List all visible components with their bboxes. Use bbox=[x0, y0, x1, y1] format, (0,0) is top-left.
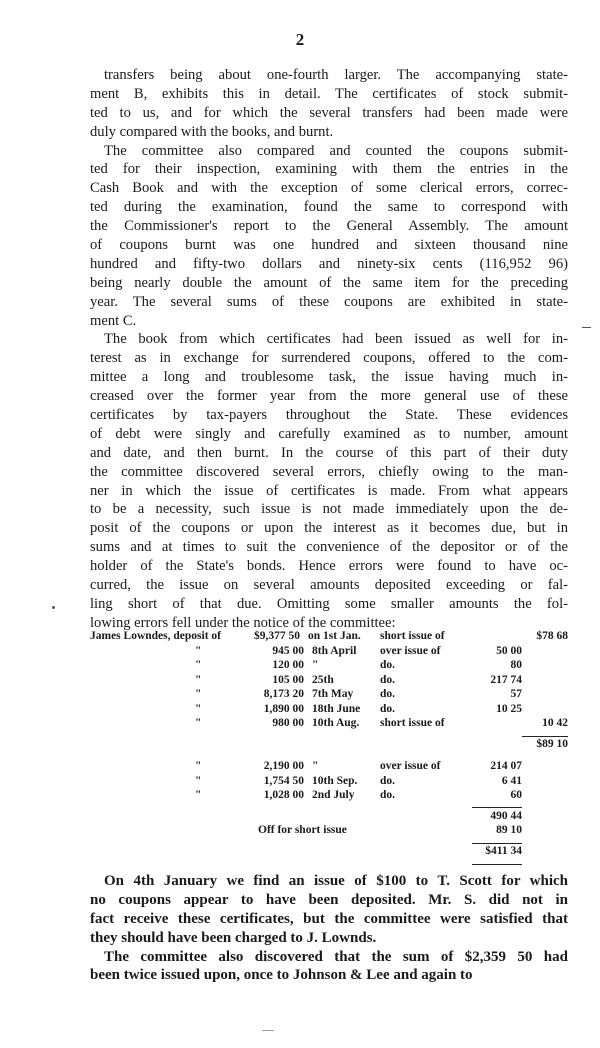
total-rule bbox=[472, 864, 522, 865]
paragraph bbox=[90, 66, 568, 142]
text-line: duly compared with the books, and burnt. bbox=[90, 123, 334, 140]
off-label: Off for short issue bbox=[258, 824, 347, 836]
depositor-name: James Lowndes, deposit of bbox=[90, 630, 221, 642]
off-value: 89 10 bbox=[496, 824, 522, 836]
error-amount: 214 07 bbox=[490, 760, 522, 772]
over-issue-total: 490 44 bbox=[490, 809, 522, 822]
text-line: ment B, exhibits this in detail. The certificates of stock submit- bbox=[90, 85, 568, 102]
deposit-amount: 105 00 bbox=[272, 673, 304, 686]
text-line: ner in which the issue of certificates is made. From what appears bbox=[90, 482, 568, 499]
text-line: curred, the issue on several amounts deposited exceeding or fal- bbox=[90, 577, 568, 594]
ditto-mark: " bbox=[195, 673, 202, 686]
table-row bbox=[90, 810, 570, 825]
deposit-date: " bbox=[312, 659, 319, 671]
issue-type: do. bbox=[380, 702, 396, 715]
text-line: The book from which certificates had been issued as well for in- bbox=[104, 331, 568, 348]
text-line: posit of the coupons or upon the interest as it becomes due, but in bbox=[90, 520, 568, 537]
deposit-amount: $9,377 50 bbox=[254, 630, 300, 642]
page-number: 2 bbox=[295, 30, 305, 49]
issue-type: short issue of bbox=[380, 717, 445, 729]
error-amount: 60 bbox=[510, 789, 522, 801]
text-line: hundred and fifty-two dollars and ninety-six cents (116,952 96) bbox=[90, 255, 568, 272]
deposit-amount: 980 00 bbox=[272, 717, 304, 729]
short-amount: $78 68 bbox=[536, 630, 568, 642]
text-line: ling short of that due. Omitting some smaller amounts the fol- bbox=[90, 595, 568, 612]
deposit-amount: 1,028 00 bbox=[263, 789, 304, 801]
text-line: mittee a long and troublesome task, the issue having much in- bbox=[90, 369, 568, 386]
text-line: year. The several sums of these coupons are exhibited in state- bbox=[90, 293, 568, 310]
deposit-date: 25th bbox=[312, 673, 334, 686]
deposit-date: 10th Sep. bbox=[312, 774, 358, 787]
text-line: holder of the State's bonds. Hence errors were found to have oc- bbox=[90, 558, 568, 575]
text-line: been twice issued upon, once to Johnson & Lee and again to bbox=[90, 967, 473, 984]
table-row bbox=[90, 845, 570, 860]
table-row bbox=[90, 703, 570, 718]
deposit-date: 8th April bbox=[312, 644, 357, 657]
spacer bbox=[90, 732, 570, 736]
deposit-amount: 945 00 bbox=[272, 644, 304, 657]
short-amount: 10 42 bbox=[542, 717, 568, 729]
ditto-mark: " bbox=[195, 659, 202, 671]
text-line: transfers being about one-fourth larger. The accompanying state- bbox=[104, 67, 568, 83]
net-total: $411 34 bbox=[485, 844, 522, 857]
text-line: fact receive these certificates, but the committee were satisfied that bbox=[90, 910, 568, 927]
paragraph bbox=[90, 142, 568, 331]
report-body bbox=[90, 66, 568, 633]
deposit-amount: 8,173 20 bbox=[263, 688, 304, 700]
ditto-mark: " bbox=[195, 789, 202, 801]
deposit-amount: 120 00 bbox=[272, 659, 304, 671]
text-line: and date, and then burnt. In the course of this part of their duty bbox=[90, 444, 568, 461]
table-row bbox=[90, 738, 570, 753]
text-line: the committee discovered several errors, chiefly owing to the man- bbox=[90, 463, 568, 480]
text-line: they should have been charged to J. Lownds. bbox=[90, 929, 377, 946]
issue-type: short issue of bbox=[380, 630, 445, 642]
deposit-amount: 2,190 00 bbox=[263, 760, 304, 772]
table-row bbox=[90, 789, 570, 804]
table-row bbox=[90, 775, 570, 790]
table-row bbox=[90, 688, 570, 703]
table-row bbox=[90, 645, 570, 660]
total-rule bbox=[472, 807, 522, 808]
deposit-date: 7th May bbox=[312, 688, 354, 700]
text-line: no coupons appear to have been deposited. Mr. S. did not in bbox=[90, 891, 568, 908]
error-amount: 6 41 bbox=[501, 774, 522, 787]
error-amount: 217 74 bbox=[490, 673, 522, 686]
deposit-amount: 1,890 00 bbox=[263, 702, 304, 715]
issue-type: do. bbox=[380, 688, 396, 700]
table-row bbox=[90, 659, 570, 674]
ditto-mark: " bbox=[195, 688, 202, 700]
spacer bbox=[90, 752, 570, 760]
table-row bbox=[90, 824, 570, 839]
issue-type: over issue of bbox=[380, 760, 441, 772]
paragraph bbox=[90, 948, 568, 986]
table-row bbox=[90, 760, 570, 775]
paragraph bbox=[90, 872, 568, 948]
text-line: Cash Book and with the exception of some clerical errors, correc- bbox=[90, 180, 568, 197]
text-line: lowing errors fell under the notice of the committee: bbox=[90, 614, 396, 631]
text-line: to be a necessity, such issue is not made immediately upon the de- bbox=[90, 501, 568, 518]
error-amount: 50 00 bbox=[496, 644, 522, 657]
text-line: ted to us, and for which the several transfers had been made were bbox=[90, 104, 568, 121]
closing-paragraphs bbox=[90, 872, 568, 985]
text-line: On 4th January we find an issue of $100 to T. Scott for which bbox=[104, 873, 568, 889]
text-line: sums and at times to suit the convenience of the depositor or of the bbox=[90, 539, 568, 556]
scan-mark bbox=[52, 606, 55, 609]
text-line: The committee also compared and counted the coupons submit- bbox=[104, 142, 568, 159]
table-row bbox=[90, 630, 570, 645]
text-line: of coupons burnt was one hundred and sixteen thousand nine bbox=[90, 237, 568, 254]
ditto-mark: " bbox=[195, 644, 202, 657]
deposit-amount: 1,754 50 bbox=[263, 774, 304, 787]
paragraph bbox=[90, 330, 568, 632]
error-amount: 80 bbox=[510, 659, 522, 671]
error-amount: 57 bbox=[510, 688, 522, 700]
table-row bbox=[90, 717, 570, 732]
text-line: being nearly double the amount of the same item for the preceding bbox=[90, 274, 568, 291]
scan-mark bbox=[262, 1030, 274, 1031]
text-line: ted for their inspection, examining with them the entries in the bbox=[90, 161, 568, 178]
issue-type: do. bbox=[380, 789, 396, 801]
table-row bbox=[90, 674, 570, 689]
issue-type: do. bbox=[380, 774, 396, 787]
issue-type: do. bbox=[380, 659, 396, 671]
issue-type: over issue of bbox=[380, 644, 441, 657]
error-amount: 10 25 bbox=[496, 702, 522, 715]
ditto-mark: " bbox=[195, 760, 202, 772]
text-line: The committee also discovered that the sum of $2,359 50 had bbox=[104, 948, 568, 965]
deposit-date: on 1st Jan. bbox=[308, 630, 361, 642]
text-line: ment C. bbox=[90, 312, 137, 329]
text-line: creased over the former year from the more general use of these bbox=[90, 388, 568, 405]
short-issue-total: $89 10 bbox=[536, 737, 568, 750]
deposit-date: 2nd July bbox=[312, 789, 355, 801]
ditto-mark: " bbox=[195, 774, 202, 787]
errors-table bbox=[90, 630, 570, 859]
deposit-date: 10th Aug. bbox=[312, 717, 360, 729]
deposit-date: " bbox=[312, 760, 319, 772]
text-line: ted during the examination, found the same to correspond with bbox=[90, 199, 568, 216]
scan-mark bbox=[582, 327, 591, 328]
deposit-date: 18th June bbox=[312, 702, 361, 715]
text-line: of debt were singly and carefully examined as to number, amount bbox=[90, 425, 568, 442]
text-line: certificates by tax-payers throughout the State. These evidences bbox=[90, 407, 568, 424]
text-line: the Commissioner's report to the General Assembly. The amount bbox=[90, 218, 568, 235]
text-line: terest as in exchange for surrendered coupons, offered to the com- bbox=[90, 350, 568, 367]
issue-type: do. bbox=[380, 673, 396, 686]
ditto-mark: " bbox=[195, 702, 202, 715]
ditto-mark: " bbox=[195, 717, 202, 729]
